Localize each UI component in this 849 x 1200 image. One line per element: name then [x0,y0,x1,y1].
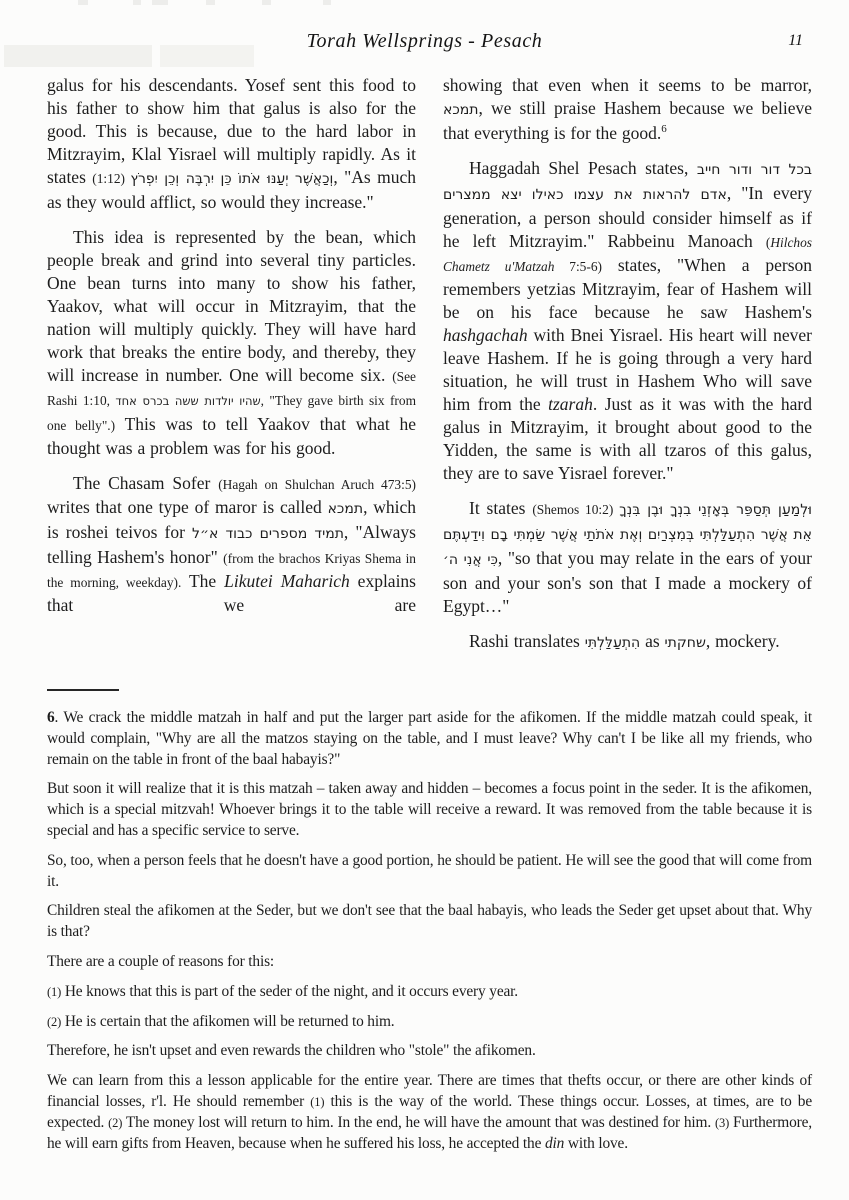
text-run: This idea is represented by the bean, which people break and grind into several tiny particles. One bean turns into many to show his father, Yaakov, what will occur in Mitzrayim, that the nation will multiply quickly. They will have hard work that breaks the entire body, and thereby, they will increase in number. One will become six. [47,227,416,385]
right-column [443,74,812,667]
text-run: (1) [47,984,62,999]
left-column [47,74,416,667]
paragraph [47,952,812,973]
hebrew-text: תמכא [327,501,364,517]
text-run: Furthermore, he will earn gifts from Heaven, because when he suffered his loss, he accepted the [47,1113,812,1152]
paragraph [47,226,416,460]
text-run: He knows that this is part of the seder of the night, and it occurs every year. [61,982,518,1000]
text-run: Likutei Maharich [224,571,350,591]
hebrew-text: הִתְעַלַּלְתִּי [584,635,641,651]
paragraph [443,630,812,655]
paragraph [47,1071,812,1154]
text-run: (3) [714,1115,730,1130]
paragraph [443,497,812,618]
text-run: There are a couple of reasons for this: [47,952,275,970]
text-run: showing that even when it seems to be marror, [443,75,812,95]
text-run: Therefore, he isn't upset and even rewards the children who "stole" the afikomen. [47,1042,536,1060]
text-run: galus for his descendants. Yosef sent this food to his father to show him that galus is also for the good. This is because, due to the hard labor in Mitzrayim, Klal Yisrael will multiply rapidly. As it states [47,75,416,187]
text-run: We can learn from this a lesson applicable for the entire year. There are times that thefts occur, or there are other kinds of financial losses, r'l. He should remember [47,1072,812,1110]
text-run: He is certain that the afikomen will be returned to him. [61,1012,395,1030]
text-run: (Shemos 10:2) [532,502,620,517]
text-run: 6 [47,709,55,726]
text-run: . Just as it was with the hard galus in Mitzrayim, it brought about good to the Yidden, the same is with all tzaros of this galus, they are to save Yisrael forever." [443,394,813,483]
text-run: this is the way of the world. These things occur. Losses, at times, are to be expected. [47,1092,812,1131]
paragraph [47,74,416,214]
text-run: So, too, when a person feels that he doesn't have a good portion, he should be patient. He will see the good that will come from it. [47,851,812,890]
text-run: This was to tell Yaakov that what he thought was a problem was for his good. [47,414,416,458]
footnotes-section [0,691,849,1154]
text-run: The [181,571,225,591]
hebrew-text: שהיו יולדות ששה בכרס אחד [115,394,261,408]
page-header [0,0,849,53]
paragraph [47,1012,812,1033]
paragraph [47,901,812,943]
hebrew-text: תמכא [443,102,479,118]
paragraph [47,982,812,1003]
text-run: (from the brachos Kriyas Shema in the morning, weekday). [47,551,416,590]
text-run: , mockery. [705,631,780,651]
text-run: The Chasam Sofer [73,473,219,493]
text-run: din [544,1134,565,1152]
text-run: hashgachah [443,325,528,345]
text-run: (Hagah on Shulchan Aruch 473:5) [218,477,416,492]
text-run: , "They gave birth six from one belly".) [47,393,416,433]
body-columns [0,74,849,667]
hebrew-text: וּלְמַעַן תְּסַפֵּר בְּאָזְנֵי בִנְךָ וּבֶן בִּנְךָ אֵת אֲשֶׁר הִתְעַלַּלְתִּי בְּמִצְרַיִם וְאֶת אֹתֹתַי אֲשֶׁר שַׂמְתִּי בָם וִידַעְתֶּם כִּי אֲנִי ה׳ [443,502,812,568]
text-run: with love. [564,1134,628,1152]
page-title: Torah Wellsprings - Pesach [306,30,543,52]
text-run: Haggadah Shel Pesach states, [469,158,697,178]
text-run: It states [469,498,533,518]
text-run: The money lost will return to him. In the end, he will have the amount that was destined for him. [122,1113,715,1131]
text-run: , we still praise Hashem because we believe that everything is for the good. [443,98,812,143]
text-run: , "so that you may relate in the ears of your son and your son's son that I made a mockery of Egypt…" [443,548,812,616]
text-run: states, "When a person remembers yetzias Mitzrayim, fear of Hashem will be on his face because he saw Hashem's [443,255,813,322]
paragraph [443,157,812,485]
text-run: explains that we are [47,571,416,615]
text-run: (1) [310,1094,325,1109]
text-run: , "In every generation, a person should consider himself as if he left Mitzrayim." Rabbeinu Manoach [443,183,812,251]
paragraph [47,708,812,770]
text-run: 7:5-6) [554,259,602,274]
hebrew-text: בכל דור ודור חייב אדם להראות את עצמו כאילו יצא ממצרים [443,162,813,203]
paragraph [47,472,416,617]
text-run: Children steal the afikomen at the Seder, but we don't see that the baal habayis, who leads the Seder get upset about that. Why is that? [47,902,812,941]
text-run: (1:12) [92,171,131,186]
text-run: , which is roshei teivos for [47,497,416,542]
text-run: tzarah [548,394,593,414]
text-run: (See Rashi 1:10, [47,369,416,408]
text-run: , "Always telling Hashem's honor" [47,522,416,567]
text-run: 6 [661,123,667,136]
text-run: writes that one type of maror is called [47,497,328,517]
text-run: Rashi translates [469,631,585,651]
paragraph [443,74,812,145]
text-run: as [640,631,665,651]
paragraph [47,851,812,893]
text-run: . We crack the middle matzah in half and put the larger part aside for the afikomen. If the middle matzah could speak, it would complain, "Why are all the matzos staying on the table, and I must leave? Why can't I be like all my friends, who remain on the table in front of the baal habayis?" [47,709,812,768]
page-number: 11 [788,32,803,49]
text-run: But soon it will realize that it is this matzah – taken away and hidden – becomes a focus point in the seder. It is the afikomen, which is a special mitzvah! Whoever brings it to the table will receive a reward. It was removed from the table because it is special and has a specific service to serve. [47,780,812,839]
paragraph [47,1041,812,1062]
hebrew-text: תמיד מספרים כבוד א״ל [192,526,344,542]
text-run: with Bnei Yisrael. His heart will never leave Hashem. If he is going through a very hard situation, he will trust in Hashem Who will save him from the [443,325,812,414]
hebrew-text: וְכַאֲשֶׁר יְעַנּוּ אֹתוֹ כֵּן יִרְבֶּה וְכֵן יִפְרֹץ [130,171,334,187]
paragraph [47,779,812,841]
text-run: (2) [108,1115,123,1130]
hebrew-text: שחקתי [664,635,706,651]
text-run: Hilchos Chametz u'Matzah [443,235,812,274]
text-run: (2) [47,1014,62,1029]
text-run: , "As much as they would afflict, so would they increase." [47,167,416,212]
text-run: ( [765,235,771,250]
